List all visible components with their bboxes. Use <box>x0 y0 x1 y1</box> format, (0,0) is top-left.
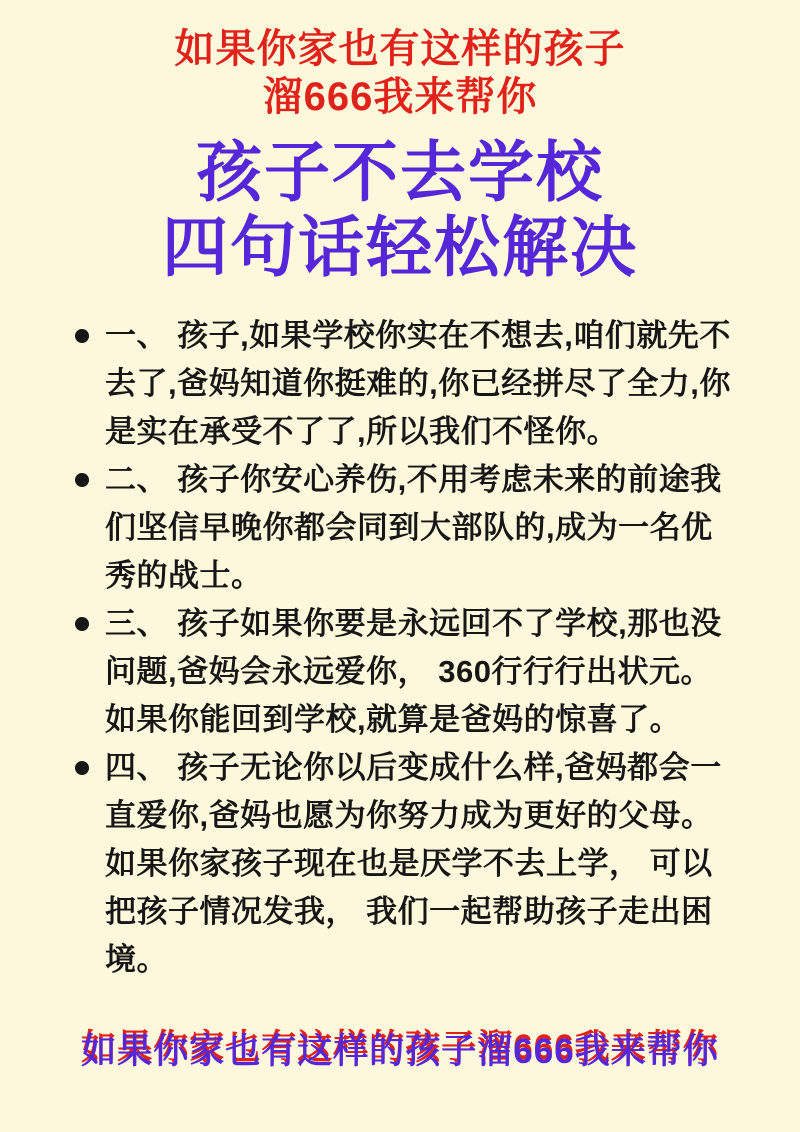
title-line-2: 四句话轻松解决 <box>162 210 638 284</box>
point-text: 四、 孩子无论你以后变成什么样,爸妈都会一直爱你,爸妈也愿为你努力成为更好的父母。如果你家孩子现在也是厌学不去上学， 可以把孩子情况发我， 我们一起帮助孩子走出困境。 <box>105 750 722 977</box>
header-line-2: 溜666我来帮你 <box>262 75 538 119</box>
point-text: 三、 孩子如果你要是永远回不了学校,那也没问题,爸妈会永远爱你， 360行行行出状元。如果你能回到学校,就算是爸妈的惊喜了。 <box>105 606 722 737</box>
header-slogan <box>0 0 800 121</box>
footer-slogan: 如果你家也有这样的孩子溜666我来帮你 <box>81 1032 719 1071</box>
bullet-dot <box>75 329 89 343</box>
list-item <box>72 600 736 744</box>
title-line-1: 孩子不去学校 <box>196 135 604 209</box>
bullet-dot <box>75 761 89 775</box>
list-item <box>72 312 736 456</box>
points-list <box>0 312 800 984</box>
main-title <box>0 135 800 285</box>
point-text: 二、 孩子你安心养伤,不用考虑未来的前途我们坚信早晚你都会同到大部队的,成为一名优秀的战士。 <box>105 462 722 593</box>
header-line-1: 如果你家也有这样的孩子 <box>174 27 626 71</box>
list-item <box>72 456 736 600</box>
bullet-dot <box>75 617 89 631</box>
point-text: 一、 孩子,如果学校你实在不想去,咱们就先不去了,爸妈知道你挺难的,你已经拼尽了全力,你是实在承受不了了,所以我们不怪你。 <box>105 318 731 449</box>
bullet-dot <box>75 473 89 487</box>
list-item <box>72 744 736 984</box>
